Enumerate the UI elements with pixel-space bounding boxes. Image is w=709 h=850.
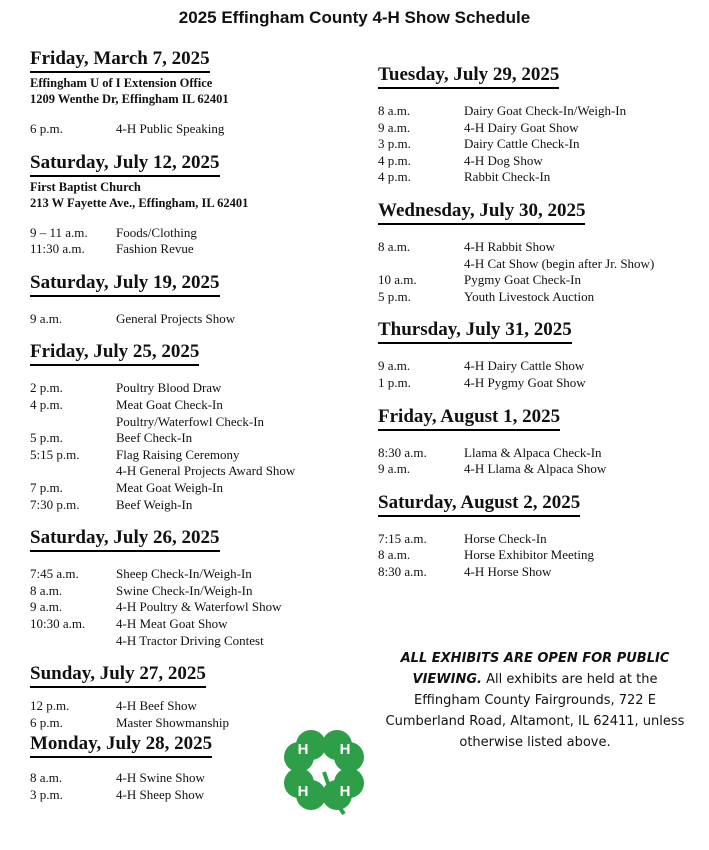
day-heading: Sunday, July 27, 2025 [30,663,206,688]
event-description: Fashion Revue [116,241,194,257]
event-row [30,311,360,328]
event-row [30,121,360,138]
location-line: First Baptist Church [30,179,141,194]
day-heading: Thursday, July 31, 2025 [378,319,572,344]
event-description: 4-H Rabbit Show [464,238,555,254]
event-time: 9 a.m. [30,599,63,615]
event-row [30,698,360,715]
event-row [378,289,698,306]
day-section [30,527,360,649]
event-description: 4-H Public Speaking [116,121,225,136]
event-list [378,103,698,186]
event-time: 2 p.m. [30,380,63,396]
event-description: 4-H Swine Show [116,770,205,786]
event-row [30,380,360,397]
event-row [30,566,360,583]
event-row [378,564,698,581]
event-description: 4-H Llama & Alpaca Show [464,461,607,477]
event-list [30,380,360,513]
event-description: 4-H Dairy Goat Show [464,119,579,135]
event-list [30,225,360,258]
day-heading: Saturday, July 12, 2025 [30,152,220,177]
event-time: 10:30 a.m. [30,615,86,631]
event-description: 4-H Beef Show [116,698,197,714]
event-row [378,547,698,564]
svg-text:H: H [297,741,309,758]
event-time: 4 p.m. [378,169,411,185]
event-description: Meat Goat Weigh-In [116,479,224,495]
day-section [30,152,360,258]
4-h-clover-icon [274,722,374,822]
event-time: 12 p.m. [30,698,70,714]
event-description: Youth Livestock Auction [464,288,595,304]
event-row [378,169,698,186]
day-section [378,492,698,581]
event-description: 4-H Sheep Show [116,786,205,802]
notice-text: All exhibits are held at the Effingham County Fairgrounds, 722 E Cumberland Road, Altamont, IL 62411, unless otherwise listed above. [385,672,685,750]
schedule-left-column [30,48,360,817]
clover-leaf [322,730,364,772]
event-description: Dairy Goat Check-In/Weigh-In [464,103,627,118]
event-time: 6 p.m. [30,121,63,136]
event-row [378,103,698,120]
day-heading: Friday, March 7, 2025 [30,48,210,73]
day-heading: Wednesday, July 30, 2025 [378,200,585,225]
event-description: Poultry Blood Draw [116,380,222,396]
day-section [378,200,698,305]
page-title: 2025 Effingham County 4-H Show Schedule [178,8,531,27]
event-time: 8 a.m. [378,103,411,118]
event-row [30,397,360,414]
event-description: Beef Weigh-In [116,496,193,512]
day-section [30,272,360,328]
event-description: 4-H Pygmy Goat Show [464,374,586,390]
event-row [378,256,698,273]
day-heading: Saturday, July 26, 2025 [30,527,220,552]
event-row [30,414,360,431]
event-time: 8:30 a.m. [378,563,427,579]
event-row [30,583,360,600]
event-time: 4 p.m. [378,152,411,168]
event-time: 3 p.m. [378,136,411,152]
event-time: 7:15 a.m. [378,530,427,546]
event-time: 3 p.m. [30,786,63,802]
event-list [378,239,698,305]
public-viewing-notice [378,648,692,753]
event-time: 8 a.m. [30,582,63,598]
event-time: 9 – 11 a.m. [30,224,88,240]
event-time: 1 p.m. [378,374,411,390]
event-description: Beef Check-In [116,430,193,446]
event-row [378,239,698,256]
event-description: Llama & Alpaca Check-In [464,444,602,460]
event-row [30,616,360,633]
event-row [30,447,360,464]
event-description: Master Showmanship [116,714,230,730]
event-description: 4-H Cat Show (begin after Jr. Show) [464,255,655,271]
event-description: Rabbit Check-In [464,169,551,185]
event-description: Sheep Check-In/Weigh-In [116,566,252,582]
event-time: 7:30 p.m. [30,496,80,512]
event-list [30,311,360,328]
event-time: 7 p.m. [30,479,63,495]
event-list [378,358,698,391]
event-time: 9 a.m. [378,119,411,135]
event-row [378,375,698,392]
event-row [30,497,360,514]
event-description: Swine Check-In/Weigh-In [116,582,253,598]
event-row [30,463,360,480]
event-time: 9 a.m. [378,461,411,477]
day-section [30,48,360,138]
day-heading: Tuesday, July 29, 2025 [378,64,559,89]
event-row [30,633,360,650]
event-time: 7:45 a.m. [30,566,79,582]
event-description: Horse Exhibitor Meeting [464,547,594,563]
location-line: Effingham U of I Extension Office [30,76,213,90]
event-description: Poultry/Waterfowl Check-In [116,413,265,429]
day-heading: Saturday, August 2, 2025 [378,492,580,517]
location-line: 213 W Fayette Ave., Effingham, IL 62401 [30,195,249,210]
day-section [378,64,698,186]
svg-text:H: H [339,741,351,758]
event-time: 5 p.m. [378,288,411,304]
event-description: 4-H Meat Goat Show [116,615,228,631]
day-heading: Saturday, July 19, 2025 [30,272,220,297]
event-time [30,463,116,480]
event-time: 8:30 a.m. [378,444,427,460]
event-row [30,430,360,447]
event-time [378,256,464,273]
event-description: 4-H Tractor Driving Contest [116,632,264,648]
event-time: 10 a.m. [378,272,417,288]
event-time: 8 a.m. [378,238,411,254]
event-row [378,120,698,137]
event-description: General Projects Show [116,310,236,326]
svg-text:H: H [339,783,351,800]
event-time [30,633,116,650]
event-time: 4 p.m. [30,396,63,412]
day-heading: Monday, July 28, 2025 [30,733,212,758]
event-row [378,461,698,478]
event-description: 4-H General Projects Award Show [116,463,296,479]
event-time: 6 p.m. [30,714,63,730]
event-description: Dairy Cattle Check-In [464,136,580,152]
event-time: 8 a.m. [30,770,63,786]
event-time: 8 a.m. [378,547,411,563]
event-time: 9 a.m. [30,310,63,326]
event-row [378,445,698,462]
event-row [30,480,360,497]
event-list [378,445,698,478]
event-row [30,599,360,616]
event-time: 11:30 a.m. [30,241,85,257]
day-heading: Friday, July 25, 2025 [30,341,199,366]
event-row [378,531,698,548]
event-row [378,136,698,153]
day-heading: Friday, August 1, 2025 [378,406,560,431]
event-list [30,121,360,138]
event-description: 4-H Dog Show [464,152,543,168]
event-list [378,531,698,581]
event-time [30,414,116,431]
event-time: 9 a.m. [378,358,411,374]
svg-text:H: H [297,783,309,800]
event-time: 5:15 p.m. [30,446,80,462]
event-row [378,358,698,375]
event-time: 5 p.m. [30,430,63,446]
event-list [30,566,360,649]
event-description: 4-H Poultry & Waterfowl Show [116,599,282,615]
event-row [378,272,698,289]
day-section [378,406,698,478]
event-description: Pygmy Goat Check-In [464,272,581,288]
event-row [378,153,698,170]
day-section [378,319,698,391]
clover-leaf [284,730,326,772]
day-section [30,341,360,513]
event-row [30,241,360,258]
event-description: 4-H Horse Show [464,563,552,579]
event-description: Horse Check-In [464,530,547,546]
notice-bold: ALL EXHIBITS ARE OPEN FOR PUBLIC VIEWING. [400,651,670,687]
schedule-right-column [378,64,698,595]
event-description: Flag Raising Ceremony [116,446,240,462]
event-description: Meat Goat Check-In [116,396,223,412]
event-description: Foods/Clothing [116,224,197,240]
event-row [30,225,360,242]
event-description: 4-H Dairy Cattle Show [464,358,585,374]
clover-leaf [284,768,326,810]
location-line: 1209 Wenthe Dr, Effingham IL 62401 [30,92,229,106]
